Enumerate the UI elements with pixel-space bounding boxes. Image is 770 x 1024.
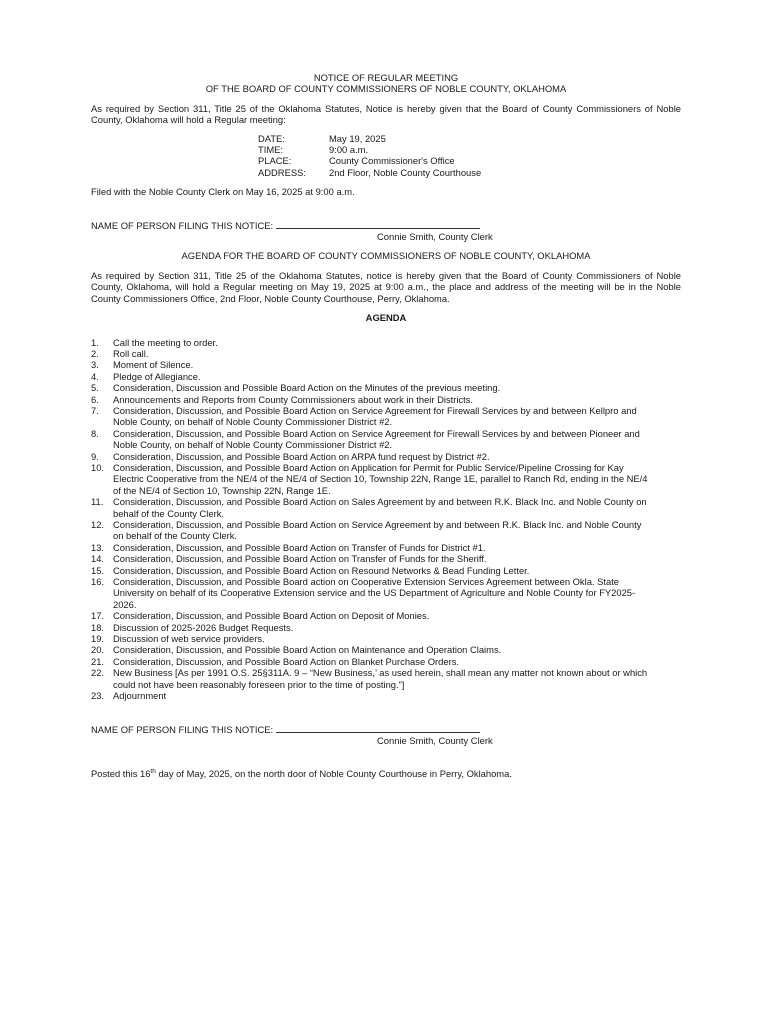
agenda-item-text: Consideration, Discussion, and Possible Board Action on Service Agreement for Firewall Services by and between Pioneer and Noble County, on behalf of Noble County Commissioner District #2. (113, 427, 640, 451)
agenda-item-text: Discussion of web service providers. (113, 633, 265, 645)
agenda-item-number: 4. (91, 370, 99, 382)
agenda-item (91, 667, 681, 690)
signature-line (276, 220, 480, 229)
agenda-item-number: 15. (91, 564, 105, 576)
agenda-item (91, 610, 681, 621)
spacer (91, 178, 681, 186)
agenda-item (91, 451, 681, 462)
agenda-intro: As required by Section 311, Title 25 of the Oklahoma Statutes, notice is hereby given that the Board of County Commissioners of Noble County, Oklahoma, will hold a Regular meeting on May 19, 2025 at 9:00 a.m., the place and address of the meeting will be in the Noble County Commissioners Office, 2nd Floor, Noble County Courthouse, Perry, Oklahoma. (91, 269, 681, 304)
notice-title: NOTICE OF REGULAR MEETING (313, 72, 459, 83)
agenda-item (91, 496, 681, 519)
meeting-date-value: May 19, 2025 (329, 132, 386, 144)
agenda-item-number: 5. (91, 382, 99, 394)
meeting-address-label: ADDRESS: (258, 166, 306, 178)
filing-label: NAME OF PERSON FILING THIS NOTICE: (91, 723, 274, 735)
agenda-item-number: 10. (91, 461, 105, 473)
posted-ordinal: th (150, 768, 156, 776)
agenda-item-text: Consideration, Discussion and Possible Board Action on the Minutes of the previous meeting. (113, 382, 501, 394)
agenda-item (91, 428, 681, 451)
spacer (91, 304, 681, 312)
agenda-item (91, 644, 681, 655)
agenda-item-number: 12. (91, 519, 105, 530)
agenda-item-number: 21. (91, 655, 105, 667)
spacer (91, 242, 681, 250)
agenda-item-number: 18. (91, 621, 105, 633)
notice-subtitle: OF THE BOARD OF COUNTY COMMISSIONERS OF NOBLE COUNTY, OKLAHOMA (205, 83, 567, 95)
meeting-place-value: County Commissioner's Office (329, 155, 455, 167)
meeting-place-label: PLACE: (258, 155, 292, 167)
spacer (91, 746, 681, 768)
agenda-item-text: Consideration, Discussion, and Possible Board Action on ARPA fund request by District #2. (113, 450, 490, 462)
agenda-item-text: Moment of Silence. (113, 359, 194, 371)
agenda-item (91, 359, 681, 370)
posted-before: Posted this 16 (91, 768, 151, 780)
agenda-item-number: 14. (91, 553, 105, 565)
agenda-item-number: 13. (91, 541, 105, 553)
agenda-item-number: 7. (91, 404, 99, 416)
agenda-item (91, 405, 681, 428)
agenda-item-number: 11. (91, 496, 104, 508)
posted-statement (91, 768, 681, 779)
agenda-item (91, 348, 681, 359)
agenda-item-text: Pledge of Allegiance. (113, 370, 201, 382)
filing-signature-row (91, 220, 681, 231)
agenda-item-number: 2. (91, 347, 99, 359)
agenda-list (91, 337, 681, 702)
agenda-item-number: 6. (91, 393, 99, 405)
agenda-item (91, 633, 681, 644)
agenda-item-text: Discussion of 2025-2026 Budget Requests. (113, 621, 294, 633)
filing-label: NAME OF PERSON FILING THIS NOTICE: (91, 219, 274, 231)
agenda-item-text: Consideration, Discussion, and Possible Board Action on Application for Permit for Public Service/Pipeline Crossing for Kay Electric Cooperative from the NE/4 of the NE/4 of Section 10, Township 22N, Range 1E, parallel to Ranch Rd, ending in the NE/4 of the NE/4 of Section 10, Township 22N, Range 1E. (113, 461, 648, 496)
agenda-item-text: Consideration, Discussion, and Possible Board Action on Transfer of Funds for the Sheriff. (113, 553, 487, 565)
agenda-item-number: 17. (91, 610, 105, 622)
agenda-item (91, 690, 681, 701)
filing-signature-row-2 (91, 724, 681, 735)
agenda-item (91, 337, 681, 348)
agenda-item (91, 394, 681, 405)
agenda-item-number: 3. (91, 359, 99, 371)
agenda-item-text: Call the meeting to order. (113, 336, 218, 348)
agenda-item (91, 371, 681, 382)
agenda-item-text: Announcements and Reports from County Commissioners about work in their Districts. (113, 393, 474, 405)
filed-statement: Filed with the Noble County Clerk on May 16, 2025 at 9:00 a.m. (91, 186, 355, 198)
agenda-item (91, 542, 681, 553)
agenda-item-text: Consideration, Discussion, and Possible Board Action on Service Agreement by and between R.K. Black Inc. and Noble County on behalf of the County Clerk. (113, 519, 642, 542)
agenda-item (91, 382, 681, 393)
agenda-item (91, 553, 681, 564)
agenda-item-text: Consideration, Discussion, and Possible Board Action on Transfer of Funds for District #1. (113, 541, 486, 553)
agenda-item-text: Roll call. (113, 347, 149, 359)
agenda-item (91, 565, 681, 576)
agenda-item-text: Consideration, Discussion, and Possible Board Action on Service Agreement for Firewall Services by and between Kellpro and Noble County, on behalf of Noble County Commissioner District #2. (113, 404, 637, 428)
agenda-item-number: 9. (91, 450, 99, 462)
agenda-item (91, 576, 681, 610)
agenda-item (91, 622, 681, 633)
signature-line (276, 724, 480, 733)
spacer (91, 262, 681, 270)
agenda-item-text: Consideration, Discussion, and Possible Board Action on Resound Networks & Bead Funding Letter. (113, 564, 530, 576)
filing-signer: Connie Smith, County Clerk (377, 231, 493, 243)
agenda-item-number: 20. (91, 644, 105, 656)
spacer (91, 95, 681, 103)
agenda-item-text: Consideration, Discussion, and Possible Board Action on Deposit of Monies. (113, 610, 430, 622)
agenda-item-text: Consideration, Discussion, and Possible Board Action on Maintenance and Operation Claims. (113, 644, 502, 656)
agenda-header: AGENDA FOR THE BOARD OF COUNTY COMMISSIONERS OF NOBLE COUNTY, OKLAHOMA (181, 250, 591, 262)
agenda-item-number: 19. (91, 633, 105, 645)
agenda-item-text: Adjournment (113, 690, 167, 702)
meeting-time-value: 9:00 a.m. (329, 144, 369, 156)
spacer (91, 198, 681, 220)
agenda-item (91, 656, 681, 667)
agenda-item (91, 519, 681, 542)
agenda-title: AGENDA (365, 312, 407, 324)
notice-document (91, 72, 681, 780)
posted-after: day of May, 2025, on the north door of Noble County Courthouse in Perry, Oklahoma. (155, 768, 512, 780)
agenda-item (91, 462, 681, 496)
meeting-date-label: DATE: (258, 132, 285, 144)
notice-intro: As required by Section 311, Title 25 of the Oklahoma Statutes, Notice is hereby given that the Board of County Commissioners of Noble County, Oklahoma will hold a Regular meeting: (91, 102, 681, 126)
agenda-item-text: Consideration, Discussion, and Possible Board Action on Sales Agreement by and between R.K. Black Inc. and Noble County on behalf of the County Clerk. (113, 496, 647, 519)
meeting-details (258, 133, 681, 179)
meeting-time-label: TIME: (258, 144, 283, 156)
spacer (91, 324, 681, 337)
agenda-item-number: 16. (91, 576, 105, 588)
agenda-item-number: 1. (91, 336, 99, 348)
agenda-item-text: Consideration, Discussion, and Possible Board action on Cooperative Extension Services Agreement between Okla. State University on behalf of its Cooperative Extension service and the US Department of Agriculture and Noble County for FY2025-2026. (113, 576, 636, 610)
agenda-item-number: 22. (91, 667, 105, 679)
agenda-item-text: New Business [As per 1991 O.S. 25§311A. 9 – “New Business,’ as used herein, shall mean any matter not known about or which could not have been reasonably foreseen prior to the time of posting.”] (113, 667, 648, 690)
agenda-item-number: 23. (91, 690, 105, 702)
meeting-address-value: 2nd Floor, Noble County Courthouse (329, 166, 482, 178)
agenda-item-number: 8. (91, 427, 99, 439)
spacer (91, 702, 681, 724)
filing-signer: Connie Smith, County Clerk (377, 734, 493, 746)
agenda-item-text: Consideration, Discussion, and Possible Board Action on Blanket Purchase Orders. (113, 655, 460, 667)
